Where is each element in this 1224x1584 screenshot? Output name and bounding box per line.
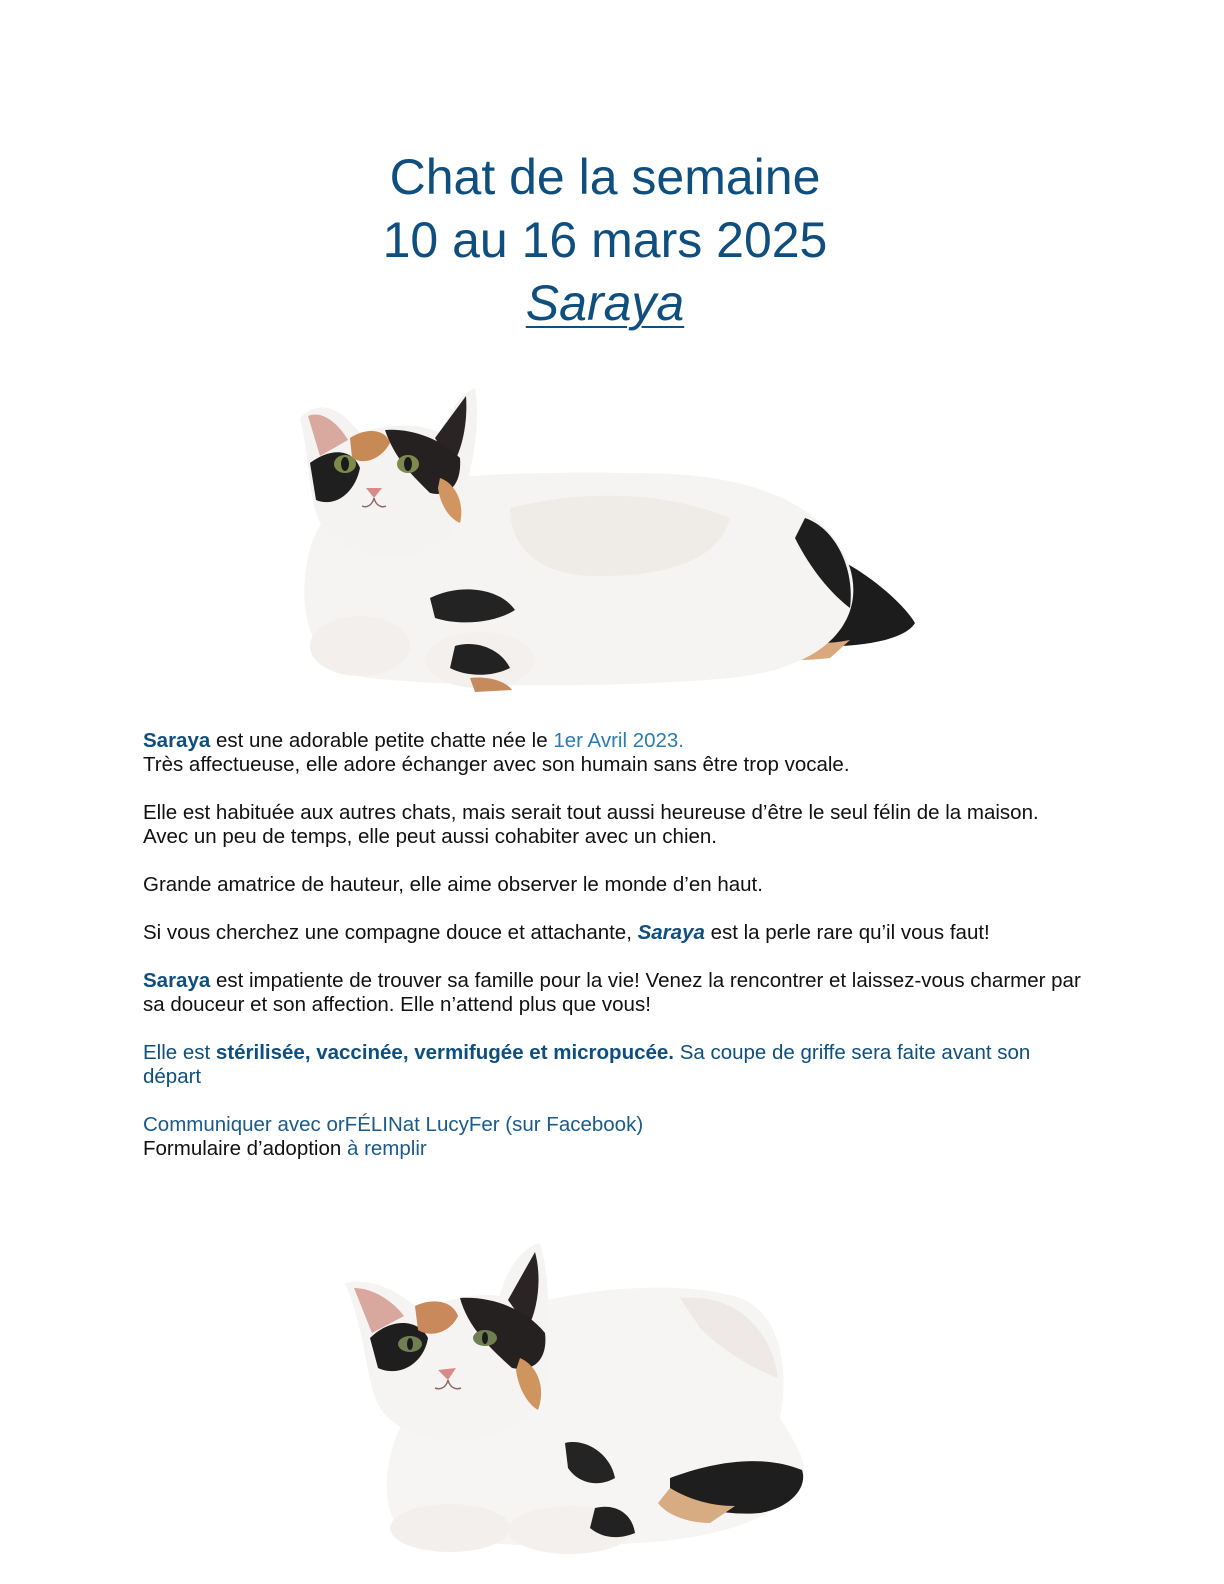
cat-name: Saraya (143, 729, 211, 752)
cat-name: Saraya (637, 921, 705, 944)
title-date-range: 10 au 16 mars 2025 (382, 212, 828, 268)
sante-text-b: Sa coupe de griffe sera faite avant son départ (143, 1041, 1031, 1088)
adoption-form-link[interactable]: à remplir (346, 1137, 427, 1160)
famille-text: est impatiente de trouver sa famille pour la vie! Venez la rencontrer et laissez-vous charmer par sa douceur et son affection. Elle n’attend plus que vous! (143, 969, 1081, 1016)
paragraph-cohabitation: Elle est habituée aux autres chats, mais serait tout aussi heureuse d’être le seul félin de la maison. Avec un peu de temps, elle peut aussi cohabiter avec un chien. (143, 801, 1039, 848)
paragraph-famille (143, 969, 1083, 1017)
paragraph-hauteur: Grande amatrice de hauteur, elle aime observer le monde d’en haut. (143, 873, 763, 896)
sante-status: stérilisée, vaccinée, vermifugée et micropucée. (215, 1041, 674, 1064)
title-cat-name: Saraya (525, 275, 685, 331)
paragraph-perle-rare (143, 921, 1083, 945)
intro-line2: Très affectueuse, elle adore échanger avec son humain sans être trop vocale. (143, 753, 850, 776)
cat-name: Saraya (143, 969, 211, 992)
form-label: Formulaire d’adoption (143, 1137, 347, 1160)
paragraph-intro (143, 729, 1083, 777)
description (143, 729, 1083, 1185)
page-title (0, 146, 1210, 335)
intro-text: est une adorable petite chatte née le (210, 729, 554, 752)
sante-text-a: Elle est (143, 1041, 216, 1064)
title-heading: Chat de la semaine (389, 149, 821, 205)
contact-facebook-link[interactable]: Communiquer avec orFÉLINat LucyFer (sur Facebook) (143, 1113, 644, 1136)
cat-photo-lying (290, 378, 922, 694)
cat-photo-loaf (340, 1238, 816, 1558)
perle-text-b: est la perle rare qu’il vous faut! (704, 921, 990, 944)
perle-text-a: Si vous cherchez une compagne douce et attachante, (143, 921, 638, 944)
paragraph-contact (143, 1113, 1083, 1161)
birth-date: 1er Avril 2023. (553, 729, 685, 752)
paragraph-sante (143, 1041, 1083, 1089)
